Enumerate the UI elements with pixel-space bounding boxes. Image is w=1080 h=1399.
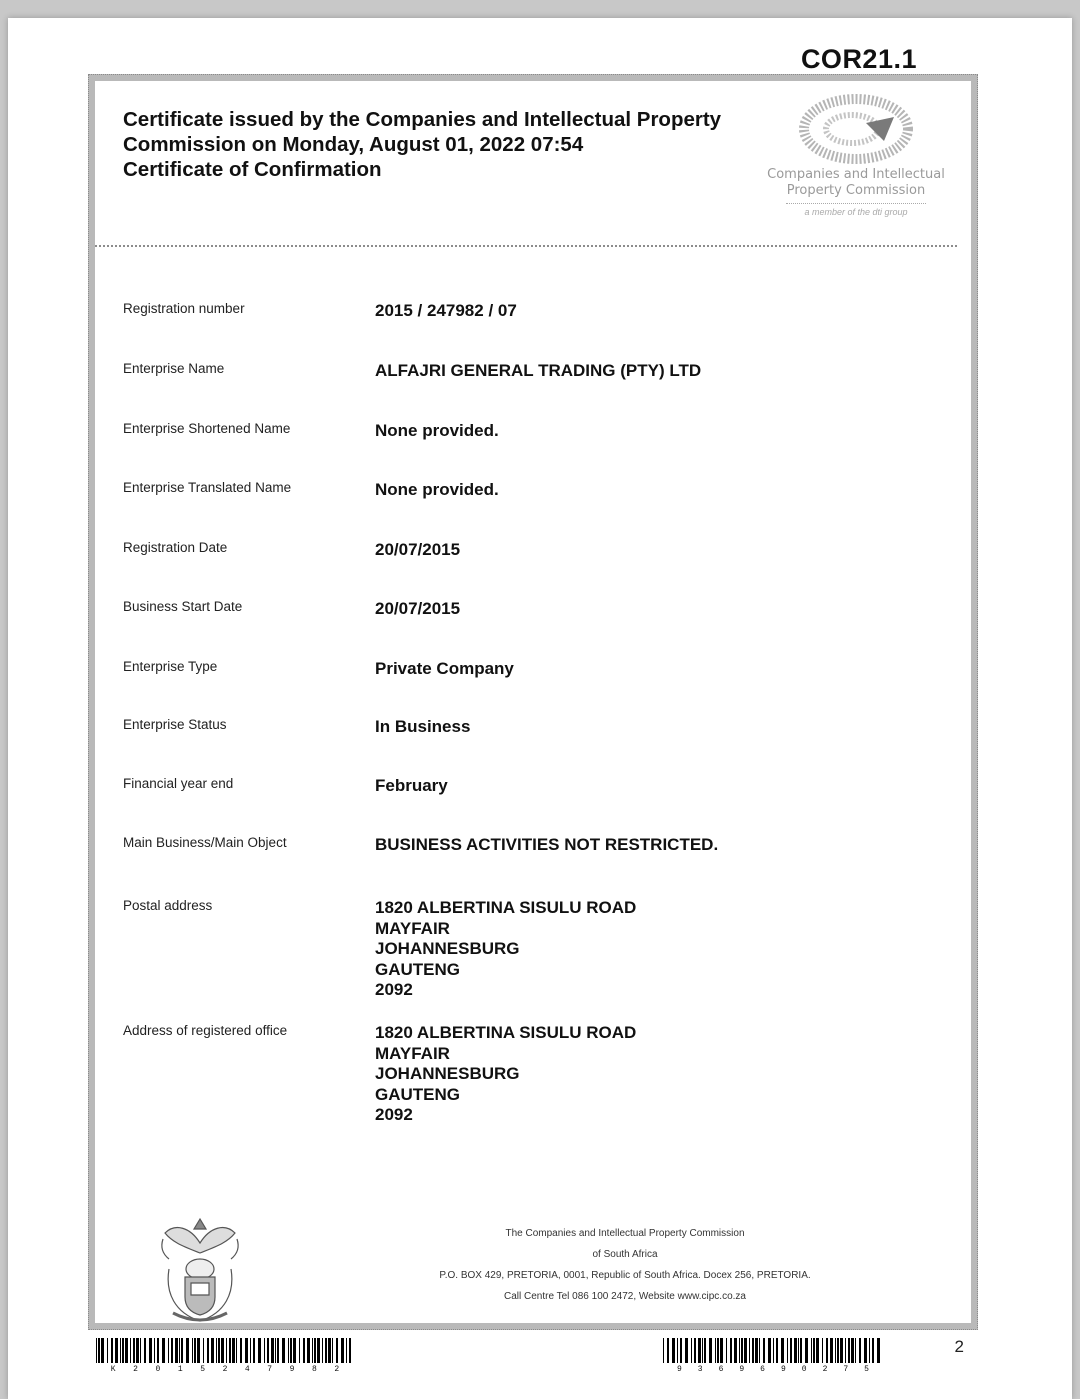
barcode-left [96, 1338, 354, 1374]
barcode-digit: 9 [780, 1365, 786, 1374]
value-line: 20/07/2015 [375, 599, 461, 618]
cipc-logo [761, 87, 951, 247]
field-label-financial-year-end: Financial year end [123, 776, 234, 791]
barcode-digit: 7 [267, 1365, 273, 1374]
field-label-business-start-date: Business Start Date [123, 599, 243, 614]
address-line: MAYFAIR [375, 918, 450, 938]
field-value-business-start-date [375, 599, 460, 620]
value-line: Private Company [375, 659, 514, 678]
field-label-registration-number: Registration number [123, 301, 245, 316]
barcode-digit: 9 [676, 1365, 682, 1374]
field-label-enterprise-name: Enterprise Name [123, 361, 225, 376]
barcode-digit: 8 [312, 1365, 317, 1374]
footer-line-2: of South Africa [592, 1249, 658, 1260]
address-line: 2092 [375, 980, 413, 999]
field-label-registration-date: Registration Date [123, 540, 228, 555]
field-value-shortened-name [375, 421, 499, 442]
cipc-logo-icon [796, 87, 916, 167]
footer-line-4: Call Centre Tel 086 100 2472, Website www.cipc.co.za [504, 1291, 746, 1302]
address-line: MAYFAIR [375, 1043, 450, 1063]
title-line-1: Certificate issued by the Companies and Intellectual Property [123, 108, 722, 131]
barcode-digit: 2 [222, 1365, 228, 1374]
certificate-title [123, 107, 763, 182]
address-line: 2092 [375, 1105, 413, 1124]
value-line: February [375, 776, 448, 795]
field-value-registration-number [375, 301, 517, 322]
barcode-digit: 3 [697, 1365, 703, 1374]
address-line: 1820 ALBERTINA SISULU ROAD [375, 1023, 637, 1042]
barcode-right-digits [663, 1365, 883, 1374]
form-code: COR21.1 [800, 44, 917, 74]
address-line: 1820 ALBERTINA SISULU ROAD [375, 898, 637, 917]
address-line: JOHANNESBURG [375, 939, 520, 958]
title-line-2: Commission on Monday, August 01, 2022 07:54 [123, 133, 584, 156]
certificate-frame [88, 74, 978, 1330]
field-value-main-business [375, 835, 718, 856]
logo-tagline: a member of the dti group [804, 207, 908, 217]
value-line: None provided. [375, 480, 499, 499]
barcode-digit: 2 [822, 1365, 828, 1374]
logo-line-2: Property Commission [786, 183, 926, 198]
field-value-registration-date [375, 540, 460, 561]
barcode-left-digits [96, 1365, 354, 1374]
field-value-financial-year-end [375, 776, 448, 797]
barcode-digit: 1 [177, 1365, 183, 1374]
value-line: 20/07/2015 [375, 540, 461, 559]
value-line: In Business [375, 717, 471, 736]
barcode-digit: 6 [760, 1365, 765, 1374]
field-label-main-business: Main Business/Main Object [123, 835, 287, 850]
field-label-enterprise-type: Enterprise Type [123, 659, 218, 674]
field-label-registered-office: Address of registered office [123, 1023, 288, 1038]
barcode-right-bars [663, 1338, 883, 1363]
barcode-digit: 5 [200, 1365, 206, 1374]
field-value-enterprise-name [375, 361, 701, 382]
value-line: ALFAJRI GENERAL TRADING (PTY) LTD [375, 361, 702, 380]
field-value-enterprise-type [375, 659, 514, 680]
address-line: GAUTENG [375, 959, 460, 979]
coat-of-arms-icon [155, 1213, 245, 1328]
field-value-enterprise-status [375, 717, 470, 738]
footer-line-3: P.O. BOX 429, PRETORIA, 0001, Republic of South Africa. Docex 256, PRETORIA. [439, 1270, 811, 1281]
address-line: GAUTENG [375, 1084, 460, 1104]
field-value-postal-address [375, 898, 636, 1001]
field-label-enterprise-status: Enterprise Status [123, 717, 227, 732]
barcode-digit: 9 [289, 1365, 295, 1374]
barcode-digit: 9 [739, 1365, 745, 1374]
field-value-registered-office [375, 1023, 636, 1126]
barcode-digit: 2 [133, 1365, 138, 1374]
field-value-translated-name [375, 480, 499, 501]
logo-rule [786, 203, 926, 204]
footer-line-1: The Companies and Intellectual Property Commission [505, 1228, 745, 1239]
value-line: BUSINESS ACTIVITIES NOT RESTRICTED. [375, 835, 719, 854]
value-line: None provided. [375, 421, 499, 440]
address-line: JOHANNESBURG [375, 1064, 520, 1083]
barcode-digit: K [110, 1365, 116, 1374]
header-separator [95, 245, 957, 247]
barcode-digit: 2 [334, 1365, 340, 1374]
barcode-right [663, 1338, 883, 1374]
logo-line-1: Companies and Intellectual [767, 167, 945, 182]
barcode-digit: 6 [718, 1365, 724, 1374]
barcode-left-bars [96, 1338, 354, 1363]
field-label-postal-address: Postal address [123, 898, 213, 913]
certificate-page [8, 18, 1072, 1399]
barcode-digit: 5 [864, 1365, 869, 1374]
page-number: 2 [954, 1337, 964, 1356]
field-label-translated-name: Enterprise Translated Name [123, 480, 292, 495]
barcode-digit: 0 [801, 1365, 807, 1374]
title-line-3: Certificate of Confirmation [123, 158, 382, 181]
barcode-digit: 7 [843, 1365, 849, 1374]
barcode-digit: 0 [155, 1365, 161, 1374]
value-line: 2015 / 247982 / 07 [375, 301, 517, 320]
field-label-shortened-name: Enterprise Shortened Name [123, 421, 291, 436]
footer-contact [415, 1223, 835, 1307]
barcode-digit: 4 [244, 1365, 250, 1374]
